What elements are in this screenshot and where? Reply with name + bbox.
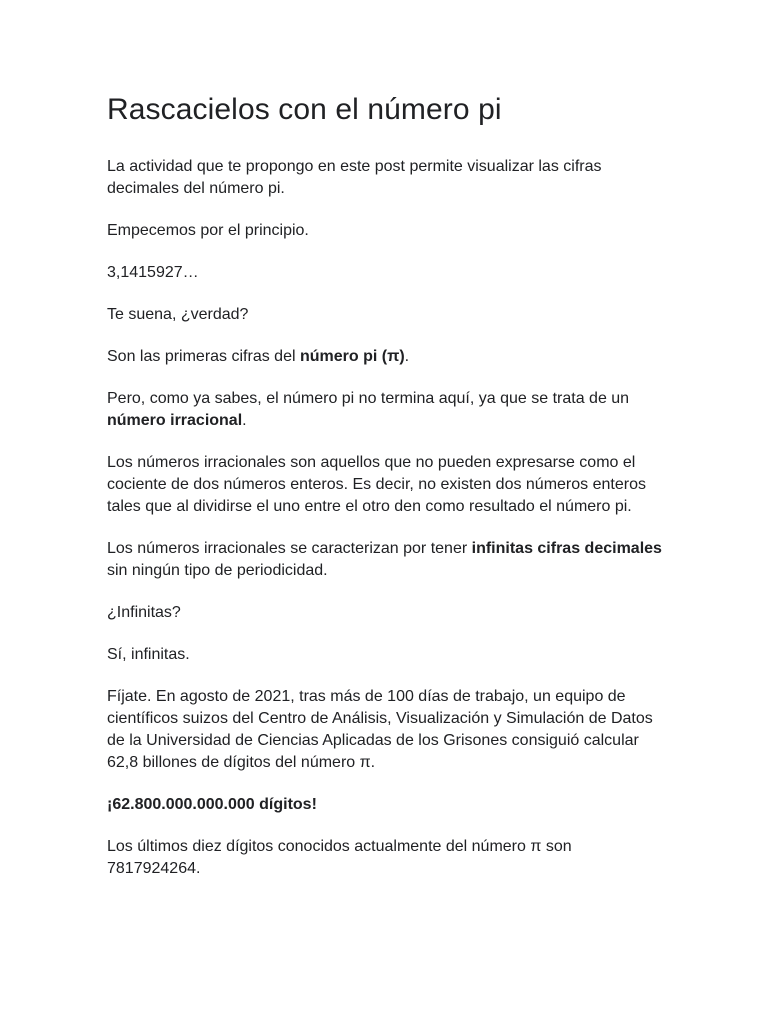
article-body: [107, 156, 663, 880]
text-segment: Pero, como ya sabes, el número pi no termina aquí, ya que se trata de un: [107, 390, 630, 407]
page-title: Rascacielos con el número pi: [107, 93, 502, 126]
paragraph-start: Empecemos por el principio.: [107, 222, 309, 239]
paragraph-last-digits: Los últimos diez dígitos conocidos actualmente del número π son 7817924264.: [107, 838, 572, 877]
paragraph-definition: Los números irracionales son aquellos que no pueden expresarse como el cociente de dos números enteros. Es decir, no existen dos números enteros tales que al dividirse el uno entre el otro den como resultado el número pi.: [107, 454, 646, 515]
paragraph-first-digits: [107, 346, 663, 368]
text-segment: .: [242, 412, 247, 429]
bold-text: infinitas cifras decimales: [471, 540, 662, 557]
article: [107, 90, 663, 900]
paragraph-infinite-question: ¿Infinitas?: [107, 604, 181, 621]
paragraph-pi-digits: 3,1415927…: [107, 264, 199, 281]
text-segment: Los números irracionales se caracterizan por tener: [107, 540, 472, 557]
text-segment: Son las primeras cifras del: [107, 348, 300, 365]
paragraph-intro: La actividad que te propongo en este post permite visualizar las cifras decimales del número pi.: [107, 158, 602, 197]
paragraph-question: Te suena, ¿verdad?: [107, 306, 249, 323]
bold-text: número irracional: [107, 412, 243, 429]
paragraph-record: Fíjate. En agosto de 2021, tras más de 100 días de trabajo, un equipo de científicos suizos del Centro de Análisis, Visualización y Simulación de Datos de la Universidad de Ciencias Aplicadas de los Grisones consiguió calcular 62,8 billones de dígitos del número π.: [107, 688, 653, 771]
paragraph-irrational: [107, 388, 663, 432]
paragraph-infinite-answer: Sí, infinitas.: [107, 646, 190, 663]
paragraph-infinite-decimals: [107, 538, 663, 582]
bold-text: número pi (π): [299, 348, 405, 365]
paragraph-digit-count: [107, 794, 663, 816]
text-segment: .: [404, 348, 410, 365]
bold-text: ¡62.800.000.000.000 dígitos!: [107, 796, 317, 813]
text-segment: sin ningún tipo de periodicidad.: [107, 562, 328, 579]
